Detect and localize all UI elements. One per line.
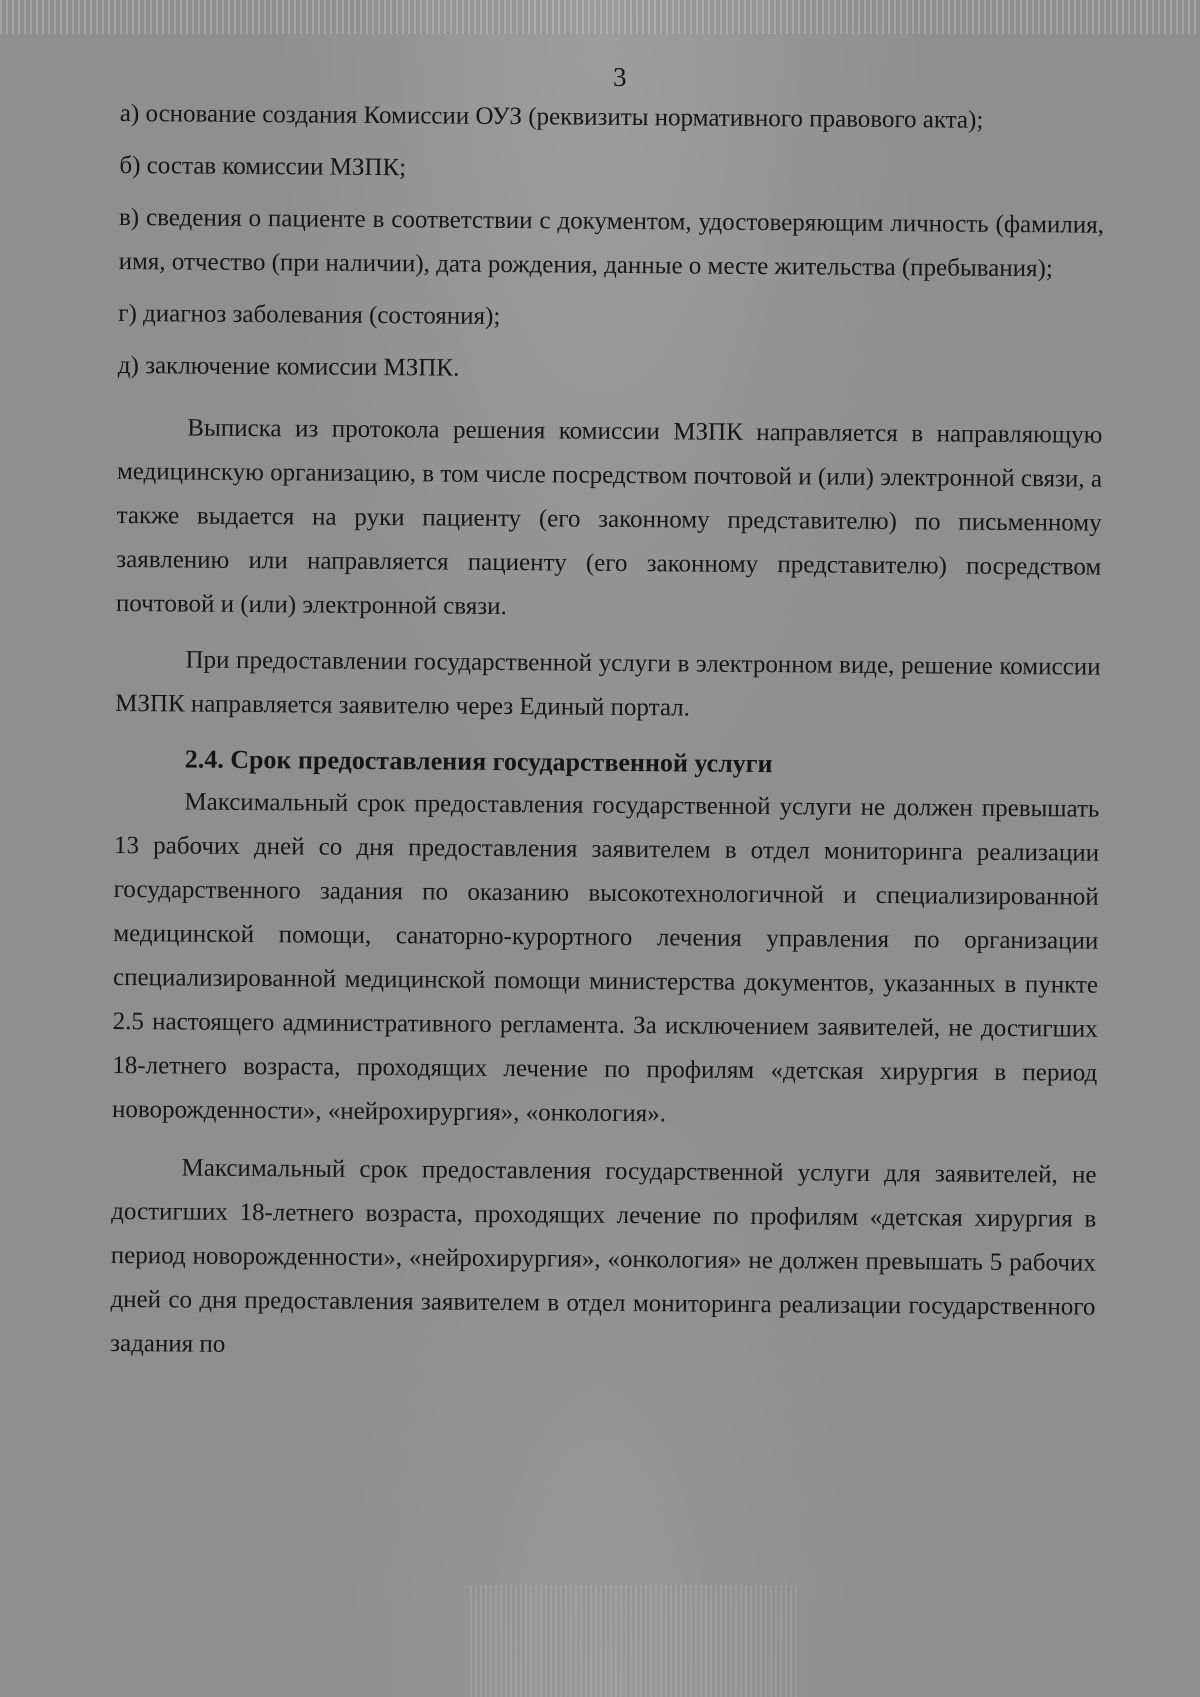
page-number: 3 [613,62,627,92]
section-heading: 2.4. Срок предоставления государственной услуги [184,744,773,779]
list-item-v: в) сведения о пациенте в соответствии с документом, удостоверяющим личность (фамилия, имя, отчество (при наличии), дата рождения, данные о месте жительства (пребывания); [118,203,1105,283]
scan-top-noise [0,0,1200,34]
list-item-g: г) диагноз заболевания (состояния); [118,299,501,330]
document-text [110,92,1105,1374]
list-item-b: б) состав комиссии МЗПК; [119,151,407,182]
term-paragraph-1: Максимальный срок предоставления государственной услуги не должен превышать 13 рабочих дней со дня предоставления заявителем в отдел мониторинга реализации государственного задания по оказанию высокотехнологичной и специализированной медицинской помощи, санаторно-курортного лечения управления по организации специализированной медицинской помощи министерства документов, указанных в пункте 2.5 настоящего административного регламента. За исключением заявителей, не достигших 18-летнего возраста, проходящих лечение по профилям «детская хирургия в период новорожденности», «нейрохирургия», «онкология». [111,788,1100,1128]
electronic-service-paragraph: При предоставлении государственной услуги в электронном виде, решение комиссии МЗПК направляется заявителю через Единый портал. [115,646,1101,722]
list-item-a: а) основание создания Комиссии ОУЗ (реквизиты нормативного правового акта); [119,99,984,134]
extract-paragraph: Выписка из протокола решения комиссии МЗПК направляется в направляющую медицинскую организацию, в том числе посредством почтовой и (или) электронной связи, а также выдается на руки пациенту (его законному представителю) по письменному заявлению или направляется пациенту (его законному представителю) посредством почтовой и (или) электронной связи. [115,414,1103,621]
scan-bottom-noise [470,1585,800,1697]
list-item-d: д) заключение комиссии МЗПК. [117,351,460,382]
term-paragraph-2: Максимальный срок предоставления государственной услуги для заявителей, не достигших 18-летнего возраста, проходящих лечение по профилям «детская хирургия в период новорожденности», «нейрохирургия», «онкология» не должен превышать 5 рабочих дней со дня предоставления заявителем в отдел мониторинга реализации государственного задания по [110,1154,1097,1358]
